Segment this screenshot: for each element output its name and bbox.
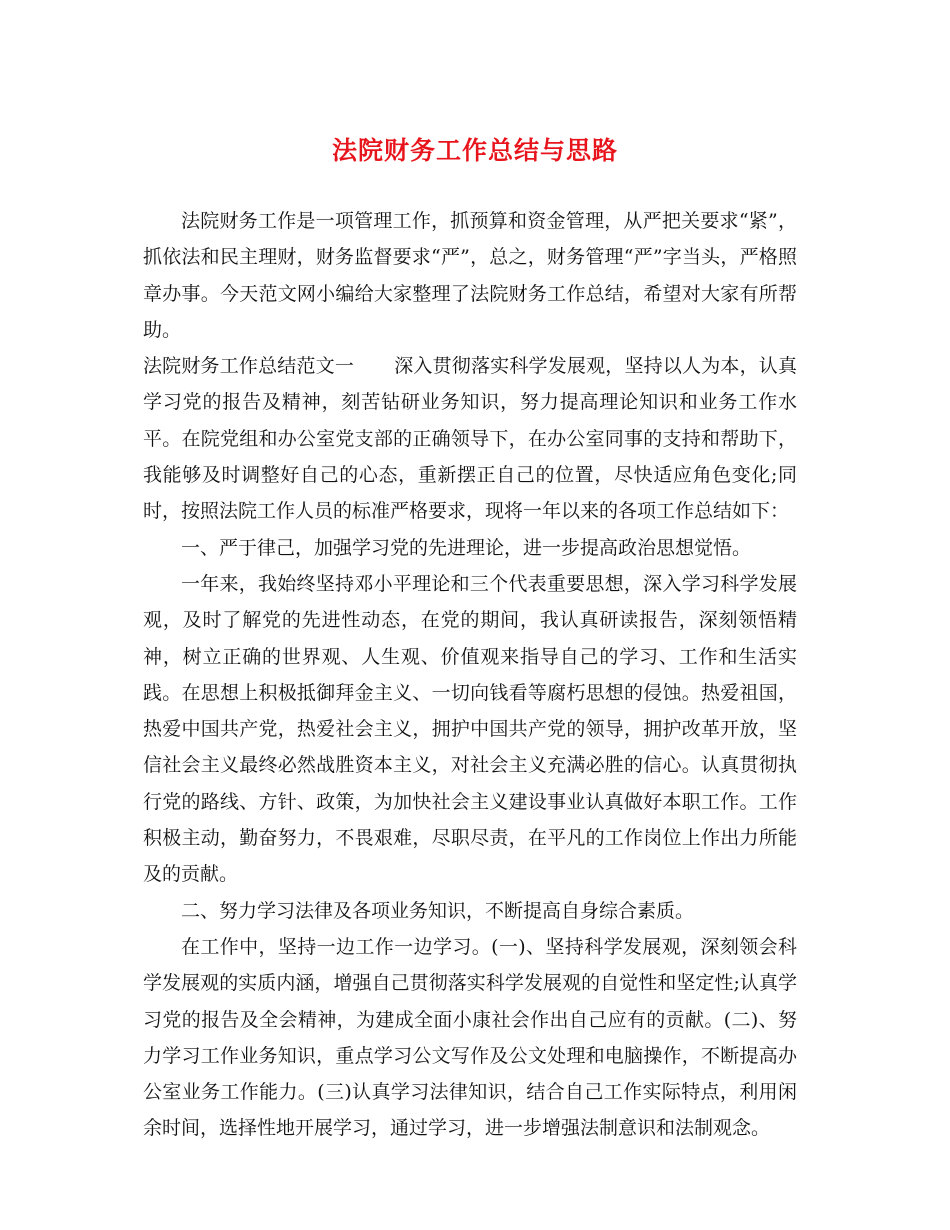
sample-paragraph (143, 348, 797, 529)
document-title: 法院财务工作总结与思路 (331, 136, 618, 165)
section2-body: 在工作中，坚持一边工作一边学习。(一)、坚持科学发展观，深刻领会科学发展观的实质内涵，增强自己贯彻落实科学发展观的自觉性和坚定性;认真学习党的报告及全会精神，为建成全面小康社会作出自己应有的贡献。(二)、努力学习工作业务知识，重点学习公文写作及公文处理和电脑操作，不断提高办公室业务工作能力。(三)认真学习法律知识，结合自己工作实际特点，利用闲余时间，选择性地开展学习，通过学习，进一步增强法制意识和法制观念。 (143, 935, 797, 1140)
section1-heading: 一、严于律己，加强学习党的先进理论，进一步提高政治思想觉悟。 (181, 536, 752, 559)
intro-paragraph: 法院财务工作是一项管理工作，抓预算和资金管理，从严把关要求“紧”，抓依法和民主理财，财务监督要求“严”，总之，财务管理“严”字当头，严格照章办事。今天范文网小编给大家整理了法院财务工作总结，希望对大家有所帮助。 (143, 210, 797, 341)
document-body (143, 203, 797, 1147)
sample-opening: 深入贯彻落实科学发展观，坚持以人为本，认真学习党的报告及精神，刻苦钻研业务知识，努力提高理论知识和业务工作水平。在院党组和办公室党支部的正确领导下，在办公室同事的支持和帮助下，我能够及时调整好自己的心态，重新摆正自己的位置，尽快适应角色变化;同时，按照法院工作人员的标准严格要求，现将一年以来的各项工作总结如下： (143, 355, 797, 523)
section2-heading: 二、努力学习法律及各项业务知识，不断提高自身综合素质。 (181, 899, 695, 922)
section1-body: 一年来，我始终坚持邓小平理论和三个代表重要思想，深入学习科学发展观，及时了解党的先进性动态，在党的期间，我认真研读报告，深刻领悟精神，树立正确的世界观、人生观、价值观来指导自己的学习、工作和生活实践。在思想上积极抵御拜金主义、一切向钱看等腐朽思想的侵蚀。热爱祖国，热爱中国共产党，热爱社会主义，拥护中国共产党的领导，拥护改革开放，坚信社会主义最终必然战胜资本主义，对社会主义充满必胜的信心。认真贯彻执行党的路线、方针、政策，为加快社会主义建设事业认真做好本职工作。工作积极主动，勤奋努力，不畏艰难，尽职尽责，在平凡的工作岗位上作出力所能及的贡献。 (143, 572, 797, 886)
sample-heading: 法院财务工作总结范文一 (143, 355, 355, 378)
